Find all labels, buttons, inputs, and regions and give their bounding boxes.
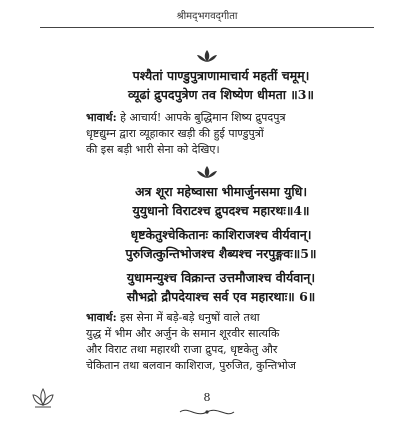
lotus-ornament-icon: [0, 164, 414, 183]
meaning-6: [86, 310, 356, 374]
header-divider: [40, 27, 374, 28]
verse-line: सौभद्रो द्रौपदेयाश्च सर्व एव महारथाः॥ 6॥: [126, 289, 316, 304]
meaning-3: [86, 110, 356, 158]
verse-line: युधामन्युश्च विक्रान्त उत्तमौजाश्च वीर्यवान्‌।: [126, 270, 316, 285]
verse-line: अत्र शूरा महेष्वासा भीमार्जुनसमा युधि।: [134, 184, 308, 199]
verse-line: धृष्टकेतुश्चेकितानः काशिराजश्च वीर्यवान्‌।: [130, 227, 312, 242]
meaning-label: भावार्थ:: [86, 311, 117, 324]
meaning-text: और विराट तथा महारथी राजा द्रुपद, धृष्टकेतु और: [86, 343, 278, 356]
meaning-text: युद्ध में भीम और अर्जुन के समान शूरवीर सात्यकि: [86, 327, 280, 340]
lotus-ornament-icon: [0, 48, 414, 67]
verse-5: [86, 225, 356, 263]
verse-line: पश्यैतां पाण्डुपुत्राणामाचार्य महतीं चमूम्‌।: [132, 68, 310, 83]
book-title: श्रीमद्‌भगवद्‌गीता: [176, 11, 238, 22]
meaning-text: धृष्टद्युम्न द्वारा व्यूहाकार खड़ी की हुई पाण्डुपुत्रों: [86, 127, 264, 140]
page-number: 8: [203, 391, 211, 404]
verse-6: [86, 268, 356, 306]
flourish-ornament-icon: [178, 403, 236, 422]
verse-4: [86, 182, 356, 220]
meaning-text: चेकितान तथा बलवान काशिराज, पुरुजित, कुन्तिभोज: [86, 359, 296, 372]
verse-line: व्यूढां द्रुपदपुत्रेण तव शिष्येण धीमता ॥3॥: [128, 87, 314, 102]
verse-line: युयुधानो विराटश्च द्रुपदश्च महारथः॥4॥: [132, 203, 310, 218]
meaning-text: इस सेना में बड़े-बड़े धनुषों वाले तथा: [116, 311, 260, 324]
verse-line: पुरुजित्कुन्तिभोजश्च शैब्यश्च नरपुङ्गवः॥5॥: [125, 246, 317, 261]
meaning-text: की इस बड़ी भारी सेना को देखिए।: [86, 143, 220, 156]
verse-3: [86, 66, 356, 104]
meaning-label: भावार्थ:: [86, 111, 117, 124]
meaning-text: हे आचार्य! आपके बुद्धिमान शिष्य द्रुपदपुत्र: [116, 111, 286, 124]
